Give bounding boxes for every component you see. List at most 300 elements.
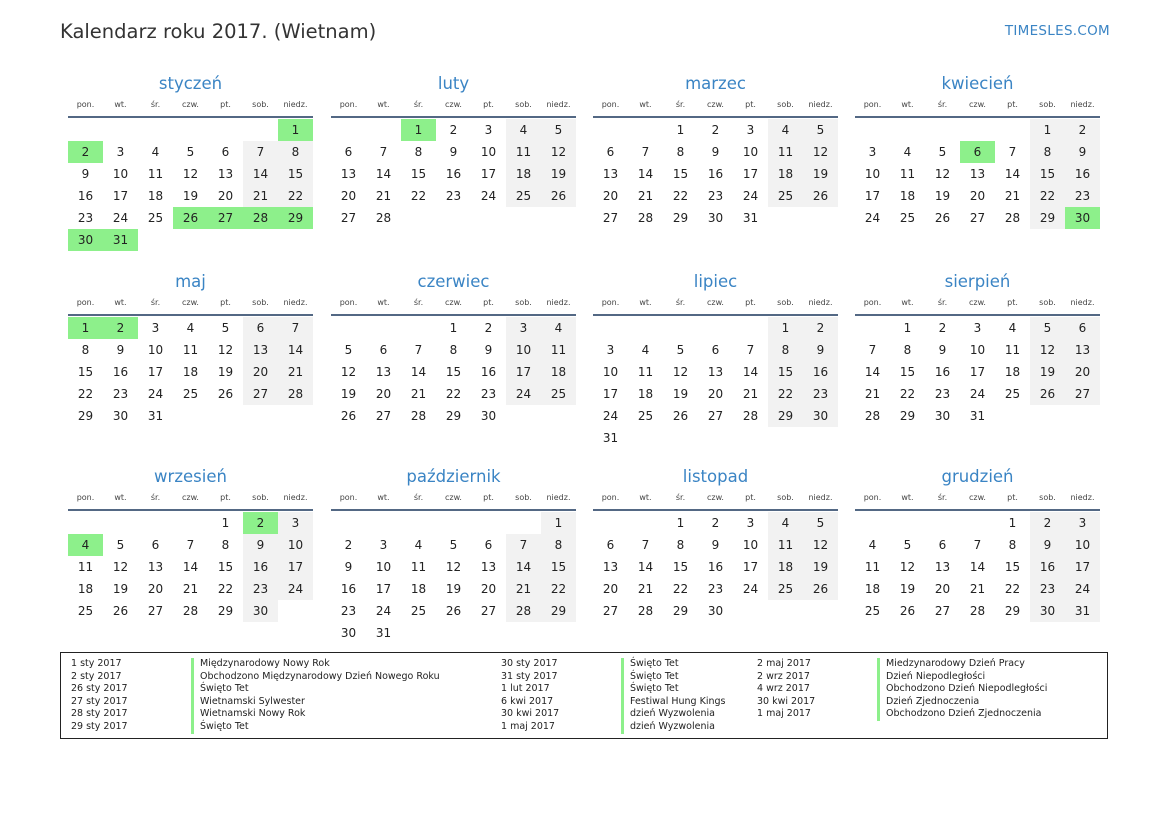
day-cell[interactable]: 4 — [151, 145, 160, 159]
day-cell[interactable]: 3 — [746, 516, 755, 530]
day-cell[interactable]: 29 — [768, 405, 803, 427]
day-cell[interactable]: 6 — [711, 343, 720, 357]
day-cell[interactable]: 25 — [77, 604, 94, 618]
day-cell[interactable]: 24 — [147, 387, 164, 401]
day-cell[interactable]: 16 — [112, 365, 129, 379]
day-cell[interactable]: 12 — [1030, 339, 1065, 361]
day-cell[interactable]: 22 — [1030, 185, 1065, 207]
day-cell[interactable]: 19 — [934, 189, 951, 203]
day-cell[interactable]: 2 — [1065, 119, 1100, 141]
day-cell[interactable]: 17 — [147, 365, 164, 379]
day-cell[interactable]: 3 — [484, 123, 493, 137]
day-cell[interactable]: 5 — [803, 512, 838, 534]
day-cell[interactable]: 14 — [864, 365, 881, 379]
day-cell[interactable]: 27 — [934, 604, 951, 618]
day-cell[interactable]: 1 — [903, 321, 912, 335]
day-cell[interactable]: 10 — [602, 365, 619, 379]
day-cell[interactable]: 3 — [973, 321, 982, 335]
day-cell[interactable]: 16 — [445, 167, 462, 181]
day-cell[interactable]: 20 — [340, 189, 357, 203]
day-cell[interactable]: 26 — [445, 604, 462, 618]
day-cell[interactable]: 1 — [221, 516, 230, 530]
day-cell[interactable]: 4 — [68, 534, 103, 556]
day-cell[interactable]: 15 — [1030, 163, 1065, 185]
day-cell[interactable]: 19 — [1030, 361, 1065, 383]
day-cell[interactable]: 11 — [637, 365, 654, 379]
day-cell[interactable]: 17 — [375, 582, 392, 596]
day-cell[interactable]: 8 — [541, 534, 576, 556]
day-cell[interactable]: 25 — [147, 211, 164, 225]
day-cell[interactable]: 22 — [768, 383, 803, 405]
day-cell[interactable]: 22 — [217, 582, 234, 596]
day-cell[interactable]: 1 — [401, 119, 436, 141]
day-cell[interactable]: 18 — [147, 189, 164, 203]
day-cell[interactable]: 26 — [541, 185, 576, 207]
day-cell[interactable]: 11 — [182, 343, 199, 357]
day-cell[interactable]: 31 — [103, 229, 138, 251]
day-cell[interactable]: 29 — [899, 409, 916, 423]
day-cell[interactable]: 13 — [969, 167, 986, 181]
day-cell[interactable]: 18 — [77, 582, 94, 596]
day-cell[interactable]: 16 — [803, 361, 838, 383]
day-cell[interactable]: 1 — [278, 119, 313, 141]
day-cell[interactable]: 21 — [969, 582, 986, 596]
day-cell[interactable]: 30 — [480, 409, 497, 423]
day-cell[interactable]: 1 — [1008, 516, 1017, 530]
day-cell[interactable]: 18 — [768, 163, 803, 185]
day-cell[interactable]: 26 — [672, 409, 689, 423]
day-cell[interactable]: 15 — [77, 365, 94, 379]
day-cell[interactable]: 18 — [541, 361, 576, 383]
day-cell[interactable]: 17 — [742, 167, 759, 181]
day-cell[interactable]: 17 — [506, 361, 541, 383]
day-cell[interactable]: 13 — [217, 167, 234, 181]
day-cell[interactable]: 28 — [637, 604, 654, 618]
day-cell[interactable]: 15 — [672, 167, 689, 181]
day-cell[interactable]: 23 — [112, 387, 129, 401]
day-cell[interactable]: 21 — [864, 387, 881, 401]
day-cell[interactable]: 19 — [803, 556, 838, 578]
day-cell[interactable]: 17 — [602, 387, 619, 401]
day-cell[interactable]: 8 — [81, 343, 90, 357]
day-cell[interactable]: 10 — [375, 560, 392, 574]
day-cell[interactable]: 15 — [217, 560, 234, 574]
day-cell[interactable]: 4 — [506, 119, 541, 141]
day-cell[interactable]: 28 — [243, 207, 278, 229]
day-cell[interactable]: 21 — [506, 578, 541, 600]
day-cell[interactable]: 6 — [151, 538, 160, 552]
day-cell[interactable]: 30 — [803, 405, 838, 427]
day-cell[interactable]: 20 — [934, 582, 951, 596]
day-cell[interactable]: 25 — [506, 185, 541, 207]
day-cell[interactable]: 27 — [243, 383, 278, 405]
day-cell[interactable]: 9 — [484, 343, 493, 357]
day-cell[interactable]: 29 — [672, 211, 689, 225]
day-cell[interactable]: 1 — [449, 321, 458, 335]
day-cell[interactable]: 28 — [864, 409, 881, 423]
day-cell[interactable]: 28 — [182, 604, 199, 618]
day-cell[interactable]: 25 — [541, 383, 576, 405]
day-cell[interactable]: 6 — [243, 317, 278, 339]
day-cell[interactable]: 3 — [1065, 512, 1100, 534]
day-cell[interactable]: 16 — [707, 560, 724, 574]
day-cell[interactable]: 15 — [410, 167, 427, 181]
day-cell[interactable]: 2 — [243, 512, 278, 534]
day-cell[interactable]: 3 — [746, 123, 755, 137]
day-cell[interactable]: 13 — [480, 560, 497, 574]
day-cell[interactable]: 17 — [1065, 556, 1100, 578]
day-cell[interactable]: 30 — [243, 600, 278, 622]
day-cell[interactable]: 17 — [480, 167, 497, 181]
day-cell[interactable]: 31 — [602, 431, 619, 445]
day-cell[interactable]: 20 — [147, 582, 164, 596]
day-cell[interactable]: 2 — [484, 321, 493, 335]
day-cell[interactable]: 18 — [864, 582, 881, 596]
day-cell[interactable]: 21 — [410, 387, 427, 401]
day-cell[interactable]: 2 — [1030, 512, 1065, 534]
day-cell[interactable]: 19 — [445, 582, 462, 596]
day-cell[interactable]: 30 — [112, 409, 129, 423]
day-cell[interactable]: 15 — [768, 361, 803, 383]
day-cell[interactable]: 17 — [864, 189, 881, 203]
day-cell[interactable]: 8 — [1030, 141, 1065, 163]
day-cell[interactable]: 17 — [278, 556, 313, 578]
day-cell[interactable]: 28 — [969, 604, 986, 618]
day-cell[interactable]: 20 — [602, 582, 619, 596]
day-cell[interactable]: 21 — [182, 582, 199, 596]
day-cell[interactable]: 21 — [1004, 189, 1021, 203]
day-cell[interactable]: 26 — [803, 578, 838, 600]
day-cell[interactable]: 3 — [151, 321, 160, 335]
day-cell[interactable]: 23 — [77, 211, 94, 225]
day-cell[interactable]: 27 — [375, 409, 392, 423]
day-cell[interactable]: 14 — [375, 167, 392, 181]
day-cell[interactable]: 16 — [340, 582, 357, 596]
day-cell[interactable]: 9 — [711, 145, 720, 159]
day-cell[interactable]: 18 — [1004, 365, 1021, 379]
day-cell[interactable]: 30 — [707, 211, 724, 225]
day-cell[interactable]: 14 — [969, 560, 986, 574]
day-cell[interactable]: 11 — [768, 141, 803, 163]
day-cell[interactable]: 3 — [379, 538, 388, 552]
day-cell[interactable]: 14 — [1004, 167, 1021, 181]
day-cell[interactable]: 23 — [1030, 578, 1065, 600]
day-cell[interactable]: 13 — [147, 560, 164, 574]
day-cell[interactable]: 1 — [1030, 119, 1065, 141]
day-cell[interactable]: 4 — [541, 317, 576, 339]
day-cell[interactable]: 27 — [208, 207, 243, 229]
day-cell[interactable]: 7 — [641, 538, 650, 552]
day-cell[interactable]: 14 — [410, 365, 427, 379]
day-cell[interactable]: 24 — [278, 578, 313, 600]
day-cell[interactable]: 5 — [221, 321, 230, 335]
day-cell[interactable]: 23 — [803, 383, 838, 405]
day-cell[interactable]: 6 — [606, 145, 615, 159]
day-cell[interactable]: 27 — [340, 211, 357, 225]
day-cell[interactable]: 25 — [899, 211, 916, 225]
day-cell[interactable]: 24 — [864, 211, 881, 225]
day-cell[interactable]: 26 — [803, 185, 838, 207]
day-cell[interactable]: 4 — [641, 343, 650, 357]
day-cell[interactable]: 20 — [480, 582, 497, 596]
day-cell[interactable]: 25 — [864, 604, 881, 618]
day-cell[interactable]: 6 — [344, 145, 353, 159]
day-cell[interactable]: 9 — [116, 343, 125, 357]
day-cell[interactable]: 10 — [112, 167, 129, 181]
day-cell[interactable]: 27 — [602, 211, 619, 225]
day-cell[interactable]: 12 — [934, 167, 951, 181]
day-cell[interactable]: 9 — [243, 534, 278, 556]
day-cell[interactable]: 15 — [541, 556, 576, 578]
day-cell[interactable]: 21 — [375, 189, 392, 203]
day-cell[interactable]: 18 — [410, 582, 427, 596]
day-cell[interactable]: 18 — [182, 365, 199, 379]
day-cell[interactable]: 10 — [742, 538, 759, 552]
day-cell[interactable]: 27 — [707, 409, 724, 423]
day-cell[interactable]: 12 — [541, 141, 576, 163]
day-cell[interactable]: 29 — [1030, 207, 1065, 229]
day-cell[interactable]: 18 — [637, 387, 654, 401]
day-cell[interactable]: 5 — [186, 145, 195, 159]
day-cell[interactable]: 28 — [278, 383, 313, 405]
day-cell[interactable]: 7 — [506, 534, 541, 556]
day-cell[interactable]: 26 — [217, 387, 234, 401]
day-cell[interactable]: 25 — [768, 185, 803, 207]
day-cell[interactable]: 31 — [147, 409, 164, 423]
day-cell[interactable]: 8 — [278, 141, 313, 163]
day-cell[interactable]: 14 — [278, 339, 313, 361]
day-cell[interactable]: 7 — [973, 538, 982, 552]
day-cell[interactable]: 1 — [68, 317, 103, 339]
day-cell[interactable]: 28 — [637, 211, 654, 225]
day-cell[interactable]: 22 — [899, 387, 916, 401]
day-cell[interactable]: 7 — [641, 145, 650, 159]
day-cell[interactable]: 21 — [278, 361, 313, 383]
day-cell[interactable]: 27 — [480, 604, 497, 618]
day-cell[interactable]: 5 — [938, 145, 947, 159]
day-cell[interactable]: 3 — [116, 145, 125, 159]
day-cell[interactable]: 13 — [934, 560, 951, 574]
day-cell[interactable]: 9 — [449, 145, 458, 159]
day-cell[interactable]: 30 — [707, 604, 724, 618]
day-cell[interactable]: 5 — [344, 343, 353, 357]
day-cell[interactable]: 4 — [186, 321, 195, 335]
day-cell[interactable]: 23 — [340, 604, 357, 618]
day-cell[interactable]: 30 — [1030, 600, 1065, 622]
day-cell[interactable]: 5 — [676, 343, 685, 357]
day-cell[interactable]: 10 — [278, 534, 313, 556]
day-cell[interactable]: 26 — [934, 211, 951, 225]
day-cell[interactable]: 20 — [375, 387, 392, 401]
day-cell[interactable]: 11 — [77, 560, 94, 574]
day-cell[interactable]: 14 — [637, 560, 654, 574]
day-cell[interactable]: 16 — [77, 189, 94, 203]
day-cell[interactable]: 23 — [480, 387, 497, 401]
day-cell[interactable]: 31 — [969, 409, 986, 423]
day-cell[interactable]: 6 — [484, 538, 493, 552]
day-cell[interactable]: 17 — [969, 365, 986, 379]
day-cell[interactable]: 13 — [707, 365, 724, 379]
day-cell[interactable]: 3 — [506, 317, 541, 339]
day-cell[interactable]: 8 — [1008, 538, 1017, 552]
day-cell[interactable]: 5 — [449, 538, 458, 552]
day-cell[interactable]: 4 — [768, 119, 803, 141]
day-cell[interactable]: 24 — [112, 211, 129, 225]
day-cell[interactable]: 28 — [506, 600, 541, 622]
day-cell[interactable]: 24 — [742, 189, 759, 203]
day-cell[interactable]: 12 — [112, 560, 129, 574]
day-cell[interactable]: 4 — [768, 512, 803, 534]
day-cell[interactable]: 24 — [1065, 578, 1100, 600]
day-cell[interactable]: 2 — [449, 123, 458, 137]
day-cell[interactable]: 6 — [1065, 317, 1100, 339]
day-cell[interactable]: 22 — [445, 387, 462, 401]
day-cell[interactable]: 11 — [1004, 343, 1021, 357]
day-cell[interactable]: 26 — [173, 207, 208, 229]
day-cell[interactable]: 13 — [375, 365, 392, 379]
day-cell[interactable]: 29 — [278, 207, 313, 229]
day-cell[interactable]: 15 — [1004, 560, 1021, 574]
day-cell[interactable]: 12 — [803, 534, 838, 556]
day-cell[interactable]: 9 — [1065, 141, 1100, 163]
day-cell[interactable]: 7 — [278, 317, 313, 339]
day-cell[interactable]: 23 — [934, 387, 951, 401]
day-cell[interactable]: 6 — [221, 145, 230, 159]
day-cell[interactable]: 13 — [1065, 339, 1100, 361]
day-cell[interactable]: 23 — [1065, 185, 1100, 207]
day-cell[interactable]: 31 — [742, 211, 759, 225]
day-cell[interactable]: 23 — [707, 582, 724, 596]
day-cell[interactable]: 8 — [676, 145, 685, 159]
day-cell[interactable]: 30 — [68, 229, 103, 251]
day-cell[interactable]: 28 — [742, 409, 759, 423]
day-cell[interactable]: 17 — [112, 189, 129, 203]
day-cell[interactable]: 11 — [410, 560, 427, 574]
day-cell[interactable]: 20 — [602, 189, 619, 203]
day-cell[interactable]: 13 — [602, 167, 619, 181]
day-cell[interactable]: 22 — [672, 582, 689, 596]
day-cell[interactable]: 8 — [221, 538, 230, 552]
day-cell[interactable]: 22 — [541, 578, 576, 600]
day-cell[interactable]: 31 — [375, 626, 392, 640]
day-cell[interactable]: 14 — [742, 365, 759, 379]
day-cell[interactable]: 5 — [1030, 317, 1065, 339]
day-cell[interactable]: 9 — [803, 339, 838, 361]
day-cell[interactable]: 9 — [81, 167, 90, 181]
day-cell[interactable]: 6 — [379, 343, 388, 357]
day-cell[interactable]: 21 — [637, 582, 654, 596]
day-cell[interactable]: 9 — [711, 538, 720, 552]
day-cell[interactable]: 12 — [445, 560, 462, 574]
day-cell[interactable]: 23 — [707, 189, 724, 203]
day-cell[interactable]: 8 — [903, 343, 912, 357]
day-cell[interactable]: 1 — [676, 123, 685, 137]
day-cell[interactable]: 2 — [711, 516, 720, 530]
day-cell[interactable]: 7 — [379, 145, 388, 159]
day-cell[interactable]: 25 — [182, 387, 199, 401]
day-cell[interactable]: 22 — [77, 387, 94, 401]
day-cell[interactable]: 8 — [449, 343, 458, 357]
day-cell[interactable]: 5 — [541, 119, 576, 141]
day-cell[interactable]: 11 — [899, 167, 916, 181]
day-cell[interactable]: 7 — [414, 343, 423, 357]
day-cell[interactable]: 12 — [182, 167, 199, 181]
day-cell[interactable]: 21 — [243, 185, 278, 207]
day-cell[interactable]: 31 — [1065, 600, 1100, 622]
day-cell[interactable]: 6 — [938, 538, 947, 552]
day-cell[interactable]: 29 — [217, 604, 234, 618]
day-cell[interactable]: 28 — [1004, 211, 1021, 225]
day-cell[interactable]: 30 — [934, 409, 951, 423]
day-cell[interactable]: 15 — [672, 560, 689, 574]
day-cell[interactable]: 11 — [768, 534, 803, 556]
day-cell[interactable]: 2 — [68, 141, 103, 163]
day-cell[interactable]: 1 — [541, 512, 576, 534]
day-cell[interactable]: 5 — [903, 538, 912, 552]
day-cell[interactable]: 18 — [768, 556, 803, 578]
day-cell[interactable]: 2 — [711, 123, 720, 137]
day-cell[interactable]: 3 — [278, 512, 313, 534]
day-cell[interactable]: 27 — [147, 604, 164, 618]
day-cell[interactable]: 7 — [1008, 145, 1017, 159]
brand-logo-text[interactable]: TIMESLES.COM — [1004, 23, 1110, 39]
day-cell[interactable]: 4 — [1008, 321, 1017, 335]
day-cell[interactable]: 17 — [742, 560, 759, 574]
day-cell[interactable]: 26 — [899, 604, 916, 618]
day-cell[interactable]: 26 — [340, 409, 357, 423]
day-cell[interactable]: 24 — [969, 387, 986, 401]
day-cell[interactable]: 25 — [410, 604, 427, 618]
day-cell[interactable]: 15 — [278, 163, 313, 185]
day-cell[interactable]: 6 — [606, 538, 615, 552]
day-cell[interactable]: 22 — [1004, 582, 1021, 596]
day-cell[interactable]: 4 — [868, 538, 877, 552]
day-cell[interactable]: 24 — [375, 604, 392, 618]
day-cell[interactable]: 11 — [506, 141, 541, 163]
day-cell[interactable]: 9 — [344, 560, 353, 574]
day-cell[interactable]: 12 — [672, 365, 689, 379]
day-cell[interactable]: 2 — [803, 317, 838, 339]
day-cell[interactable]: 10 — [864, 167, 881, 181]
day-cell[interactable]: 20 — [217, 189, 234, 203]
day-cell[interactable]: 27 — [969, 211, 986, 225]
day-cell[interactable]: 9 — [1030, 534, 1065, 556]
day-cell[interactable]: 7 — [243, 141, 278, 163]
day-cell[interactable]: 16 — [243, 556, 278, 578]
day-cell[interactable]: 29 — [445, 409, 462, 423]
day-cell[interactable]: 13 — [243, 339, 278, 361]
day-cell[interactable]: 14 — [182, 560, 199, 574]
day-cell[interactable]: 22 — [672, 189, 689, 203]
day-cell[interactable]: 22 — [410, 189, 427, 203]
day-cell[interactable]: 14 — [637, 167, 654, 181]
day-cell[interactable]: 5 — [803, 119, 838, 141]
day-cell[interactable]: 6 — [960, 141, 995, 163]
day-cell[interactable]: 8 — [414, 145, 423, 159]
day-cell[interactable]: 21 — [742, 387, 759, 401]
day-cell[interactable]: 1 — [676, 516, 685, 530]
day-cell[interactable]: 20 — [243, 361, 278, 383]
day-cell[interactable]: 3 — [868, 145, 877, 159]
day-cell[interactable]: 2 — [938, 321, 947, 335]
day-cell[interactable]: 21 — [637, 189, 654, 203]
day-cell[interactable]: 2 — [103, 317, 138, 339]
day-cell[interactable]: 28 — [375, 211, 392, 225]
day-cell[interactable]: 23 — [243, 578, 278, 600]
day-cell[interactable]: 16 — [1030, 556, 1065, 578]
day-cell[interactable]: 24 — [506, 383, 541, 405]
day-cell[interactable]: 26 — [1030, 383, 1065, 405]
